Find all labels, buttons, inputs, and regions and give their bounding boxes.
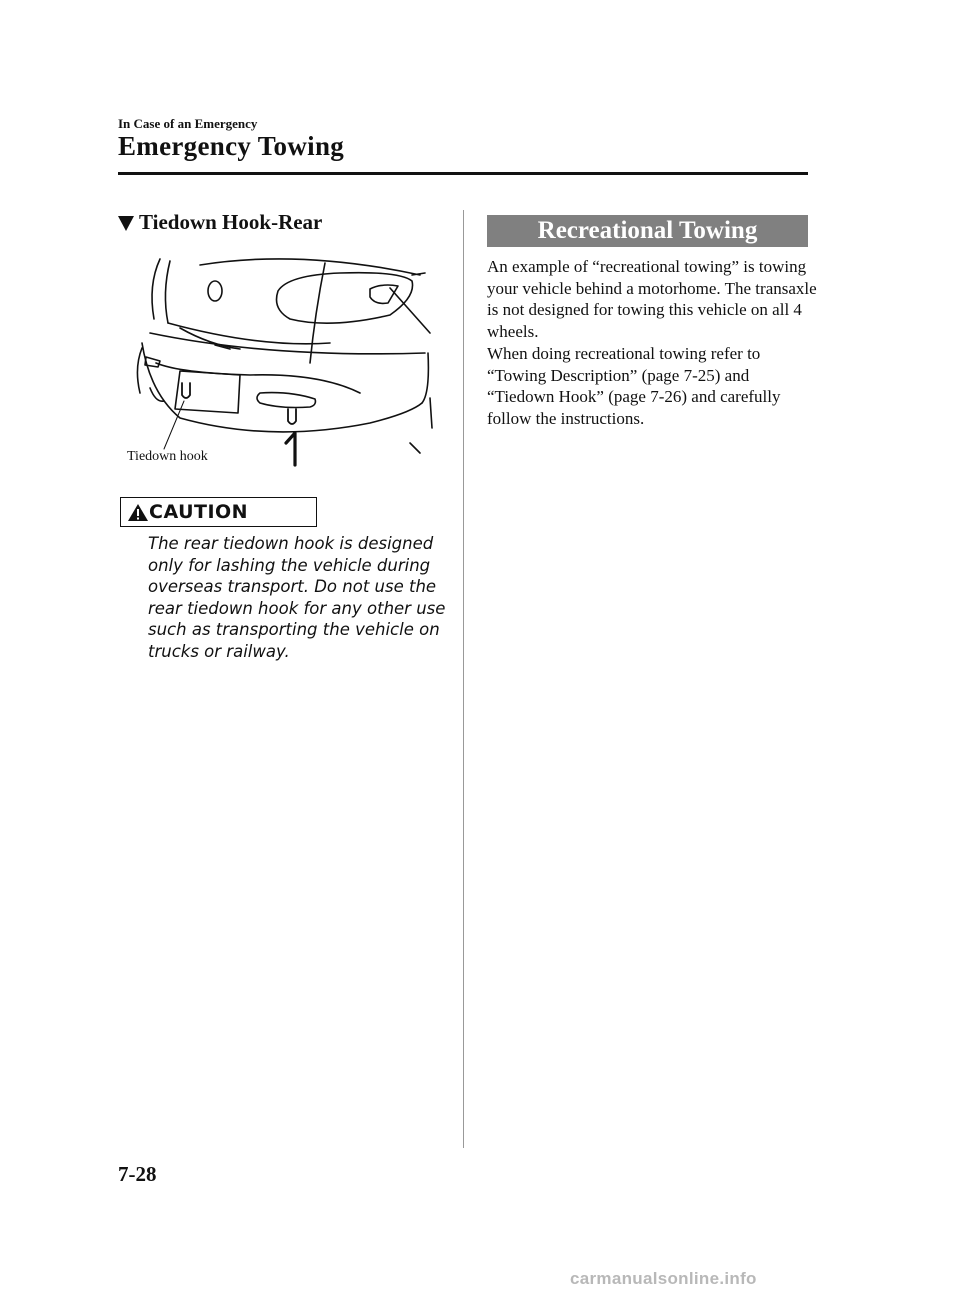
column-divider	[463, 210, 464, 1148]
body-paragraph: When doing recreational towing refer to “Towing Description” (page 7-25) and “Tiedown Hook” (page 7-26) and carefully follow the instructions.	[487, 343, 781, 428]
subheading-tiedown-hook-rear	[118, 210, 322, 235]
warning-triangle-icon	[127, 503, 149, 522]
section-label: In Case of an Emergency	[118, 116, 258, 131]
page-title: Emergency Towing	[118, 131, 345, 161]
page-number: 7-28	[118, 1162, 157, 1186]
subheading-text: Tiedown Hook-Rear	[139, 210, 323, 234]
triangle-bullet-icon	[118, 216, 134, 231]
figure-callout-tiedown-hook: Tiedown hook	[127, 449, 208, 464]
watermark: carmanualsonline.info	[570, 1269, 757, 1288]
caution-text: The rear tiedown hook is designed only for lashing the vehicle during overseas transport. Do not use the rear tiedown hook for any other use such as transporting the vehicle on trucks or railway.	[148, 534, 446, 661]
caution-label: CAUTION	[149, 501, 249, 523]
rear-bumper-illustration	[120, 253, 440, 473]
body-paragraph: An example of “recreational towing” is towing your vehicle behind a motorhome. The transaxle is not designed for towing this vehicle on all 4 wheels.	[487, 257, 817, 342]
title-rule	[118, 172, 808, 175]
caution-box	[120, 497, 317, 527]
recreational-towing-body	[487, 256, 817, 430]
recreational-towing-banner: Recreational Towing	[487, 215, 808, 247]
